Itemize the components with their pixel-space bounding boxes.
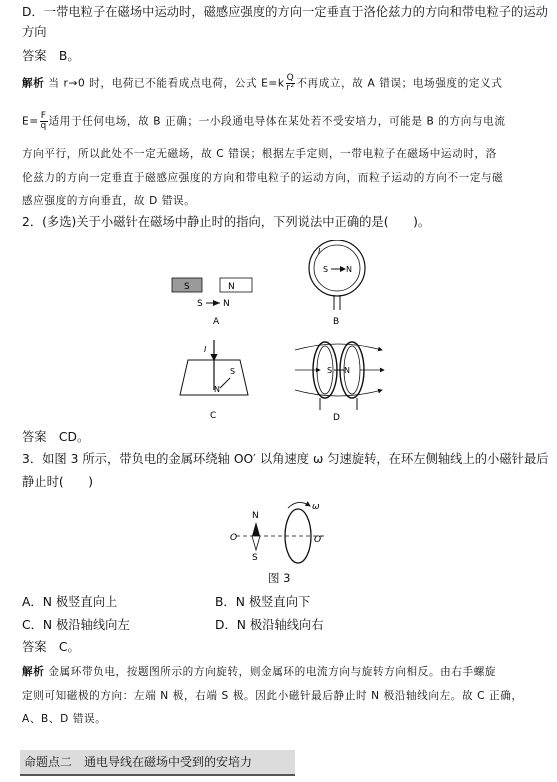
omega-label: ω <box>312 502 320 512</box>
q2-stem: 2．(多选)关于小磁针在磁场中静止时的指向，下列说法中正确的是( )。 <box>22 215 431 229</box>
q1-analysis-line3: 方向平行，所以此处不一定无磁场，故 C 错误；根据左手定则，一带电粒子在磁场中运动时，洛 <box>22 148 497 160</box>
q3-answer: 答案 C。 <box>22 640 80 654</box>
o-prime-label: O′ <box>314 535 324 545</box>
q1-analysis-line1 <box>22 74 502 93</box>
analysis-label: 解析 <box>22 77 45 90</box>
needle-s-label: S <box>323 265 329 274</box>
needle-n-label: N <box>214 385 220 394</box>
fraction-numerator: F <box>40 111 47 121</box>
fraction-q-over-r2 <box>286 74 296 93</box>
section-heading: 命题点二 通电导线在磁场中受到的安培力 <box>24 755 253 769</box>
q1-option-d-line2: 方向 <box>22 25 47 39</box>
fraction-denominator: q <box>40 121 47 131</box>
analysis-label: 解析 <box>22 666 45 678</box>
q3-option-b: B．N 极竖直向下 <box>215 595 311 609</box>
needle-n-label: N <box>344 366 350 375</box>
magnet-s-label: S <box>184 282 190 292</box>
needle-south-half <box>252 536 260 550</box>
needle-s-label: S <box>230 367 236 376</box>
figure-c-label: C <box>210 411 217 421</box>
q3-analysis-line3: A、B、D 错误。 <box>22 713 107 725</box>
analysis-text: 当 r→0 时，电荷已不能看成点电荷，公式 E=k <box>48 77 285 90</box>
q3-option-d: D．N 极沿轴线向右 <box>215 618 324 632</box>
analysis-text: 金属环带负电，按题图所示的方向旋转，则金属环的电流方向与旋转方向相反。由右手螺旋 <box>48 666 497 678</box>
figure-b-label: B <box>333 317 340 327</box>
q2-answer: 答案 CD。 <box>22 430 90 444</box>
figure-b-current-loop <box>309 240 365 327</box>
needle-s-label: S <box>327 366 333 375</box>
analysis-text: 适用于任何电场，故 B 正确；一小段通电导体在某处若不受安培力，可能是 B 的方向与电流 <box>48 115 506 128</box>
needle-s-label: S <box>197 299 203 309</box>
needle-n-label: N <box>223 299 230 309</box>
q1-analysis-line4: 伦兹力的方向一定垂直于磁感应强度的方向和带电粒子的运动方向，而粒子运动的方向不一定与磁 <box>22 172 504 184</box>
q3-figure-rotating-ring <box>228 496 328 568</box>
q1-answer: 答案 B。 <box>22 49 80 63</box>
current-label: I <box>204 345 207 354</box>
q3-analysis-line2: 定则可知磁极的方向：左端 N 极，右端 S 极。因此小磁针最后静止时 N 极沿轴线向左。故 C 正确， <box>22 690 523 702</box>
q3-analysis-line1 <box>22 664 496 680</box>
analysis-text: E= <box>22 115 39 128</box>
q3-option-a: A．N 极竖直向上 <box>22 595 118 609</box>
o-label: O <box>230 533 238 543</box>
q1-analysis-line5: 感应强度的方向垂直，故 D 错误。 <box>22 195 196 207</box>
fraction-numerator: Q <box>286 73 295 83</box>
q3-stem-line1: 3．如图 3 所示，带负电的金属环绕轴 OO′ 以角速度 ω 匀速旋转，在环左侧轴线上的小磁针最后 <box>22 452 549 466</box>
magnet-n-label: N <box>228 282 235 292</box>
current-label: I <box>318 247 321 256</box>
q1-analysis-line2 <box>22 112 506 131</box>
q1-option-d-line1: D．一带电粒子在磁场中运动时，磁感应强度的方向一定垂直于洛伦兹力的方向和带电粒子的运动 <box>22 5 548 19</box>
analysis-text: 不再成立，故 A 错误；电场强度的定义式 <box>296 77 503 90</box>
needle-n-label: N <box>252 511 259 521</box>
fraction-f-over-q <box>40 112 48 131</box>
needle-north-half <box>252 522 260 536</box>
q3-stem-line2: 静止时( ) <box>22 475 94 489</box>
q2-figures <box>160 240 400 425</box>
section-heading-box <box>20 750 295 776</box>
figure-d-label: D <box>333 413 340 423</box>
figure-c-solenoid-wire <box>180 340 248 421</box>
q3-option-c: C．N 极沿轴线向左 <box>22 618 130 632</box>
needle-s-label: S <box>252 553 258 563</box>
fraction-denominator: r² <box>286 83 295 93</box>
figure-a-bar-magnet <box>172 278 252 327</box>
needle-n-label: N <box>346 265 352 274</box>
figure-d-double-coil <box>295 342 384 423</box>
figure-a-label: A <box>213 317 220 327</box>
q3-figure-caption: 图 3 <box>268 571 291 585</box>
